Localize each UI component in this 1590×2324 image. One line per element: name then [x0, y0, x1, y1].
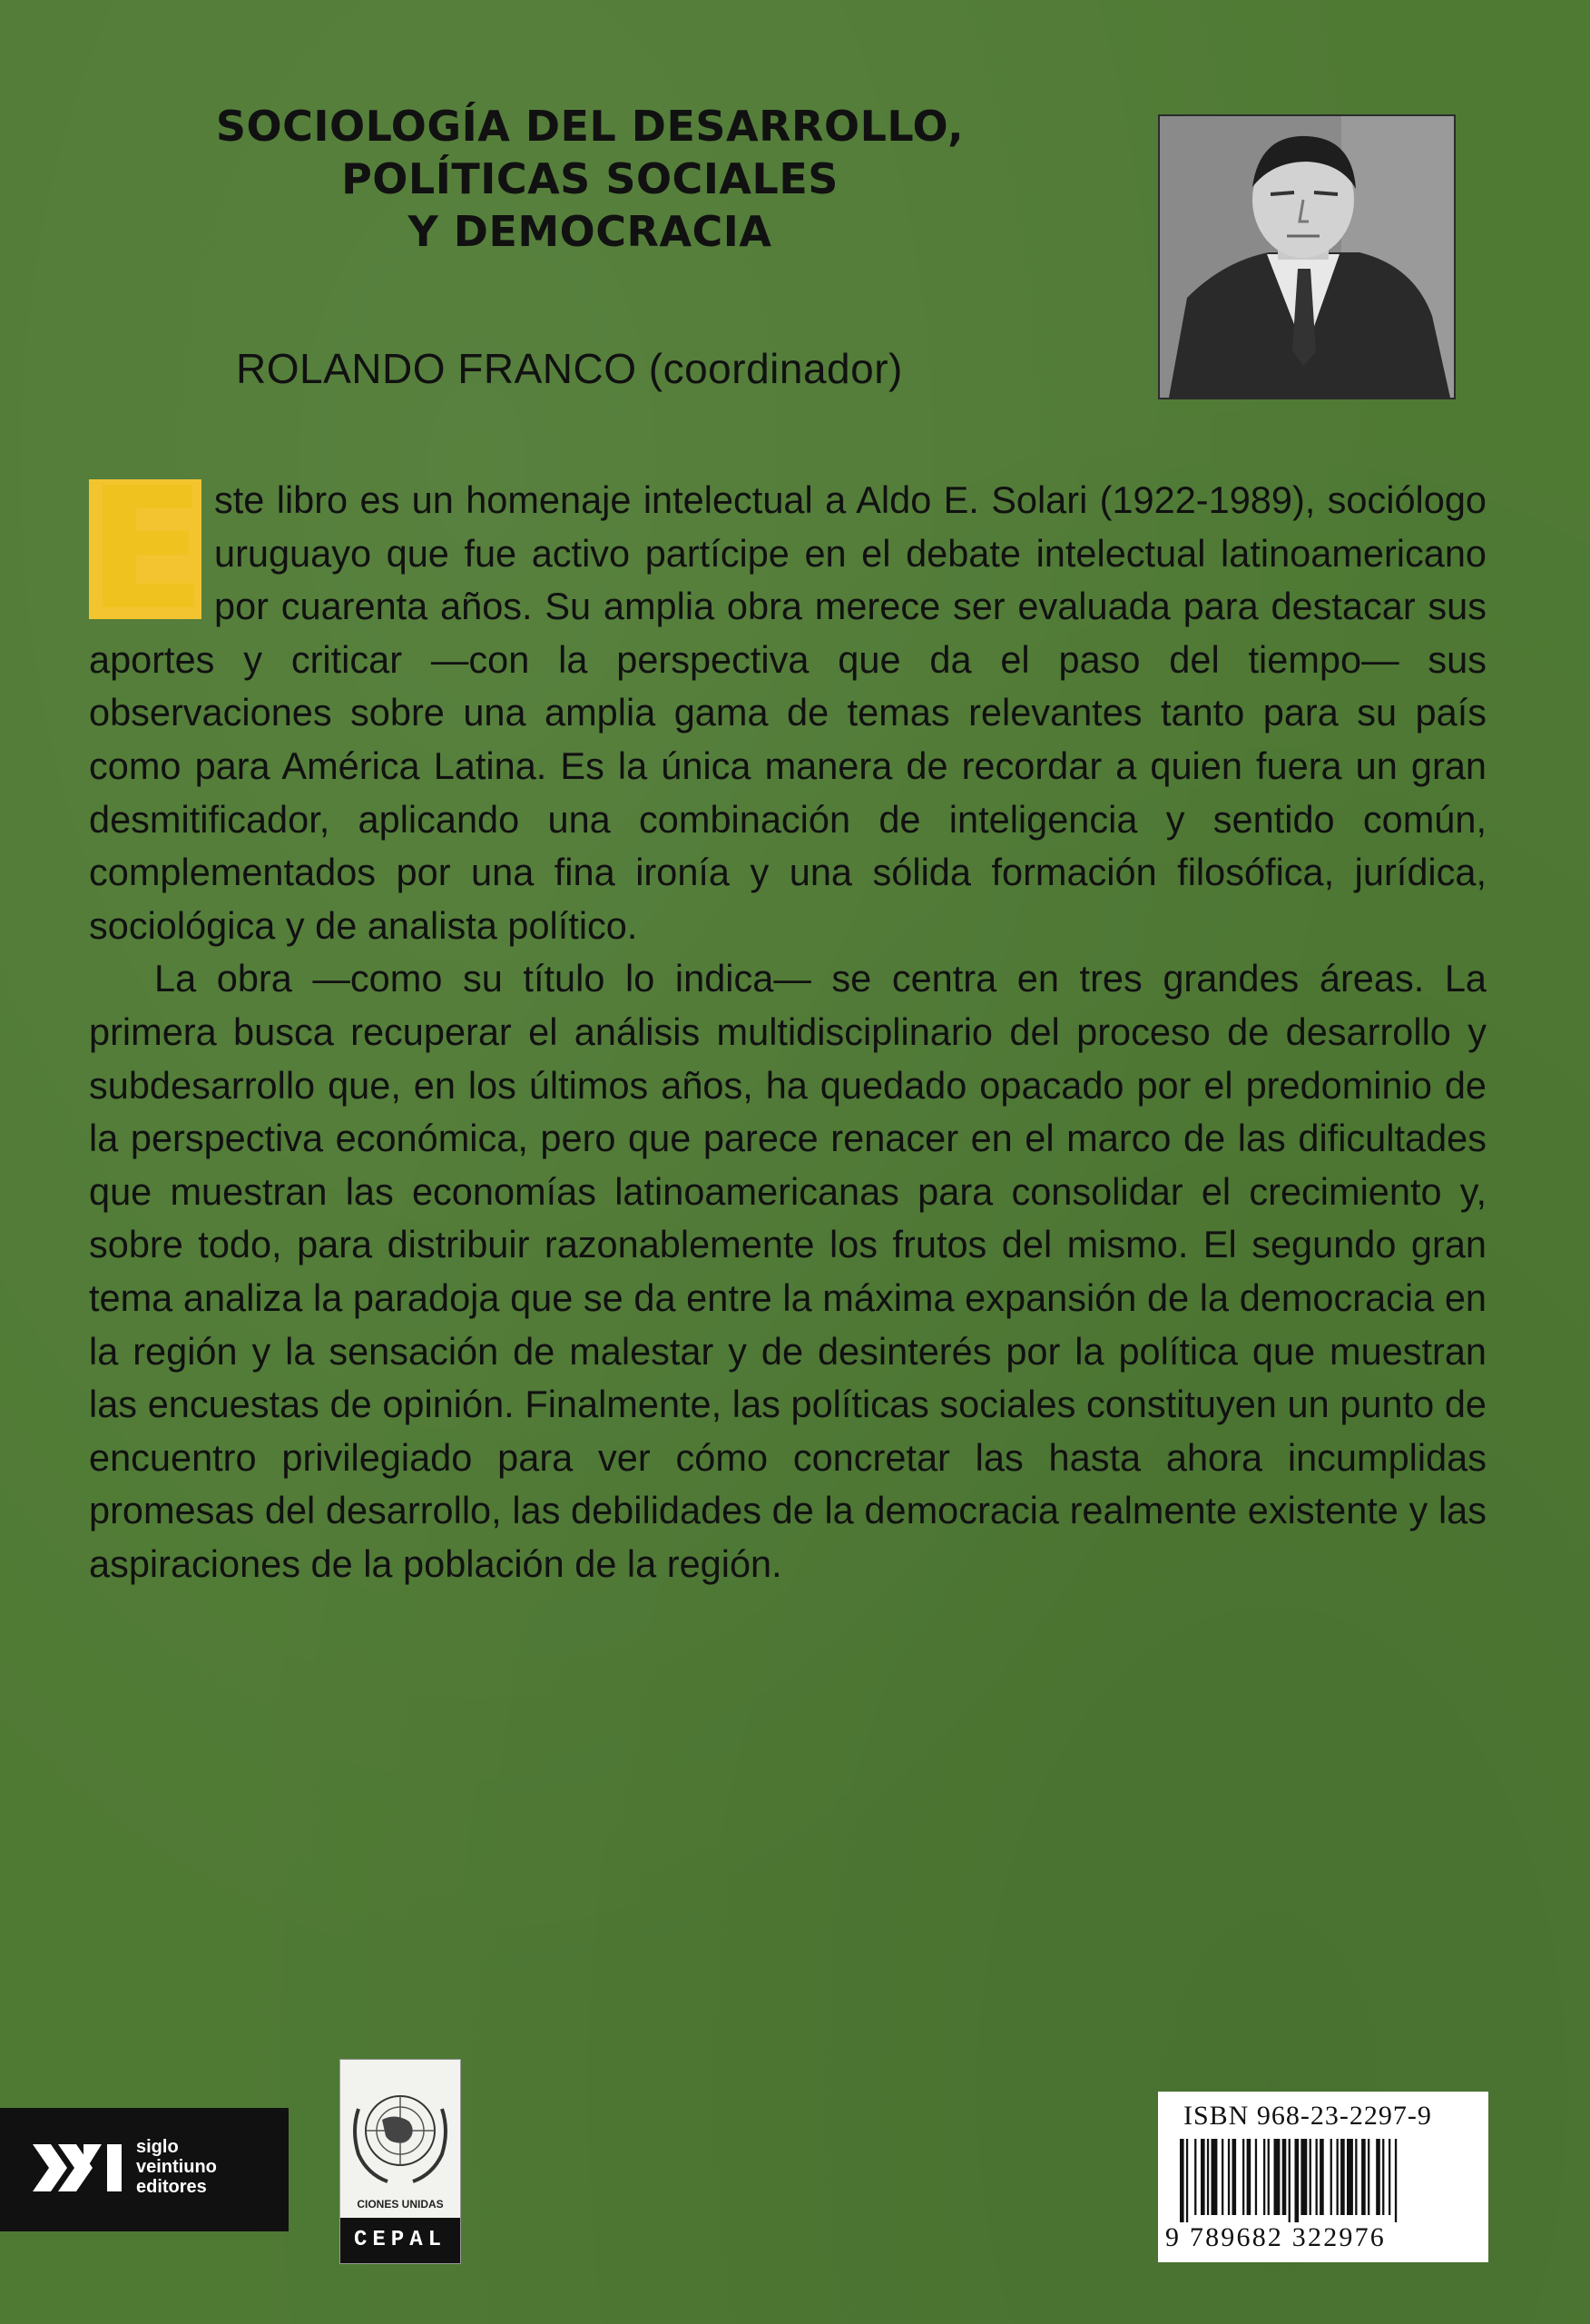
barcode-bar: [1316, 2139, 1318, 2215]
barcode-bar: [1295, 2139, 1300, 2222]
barcode-bar: [1232, 2139, 1237, 2215]
body-text: [85, 450, 1487, 1590]
barcode-bar: [1247, 2139, 1251, 2215]
barcode-bar: [1263, 2139, 1265, 2215]
publisher-name-line-1: siglo: [136, 2137, 179, 2157]
barcode-bar: [1337, 2139, 1339, 2215]
barcode-bar: [1382, 2139, 1384, 2215]
barcode-bar: [1347, 2139, 1353, 2215]
paragraph-2: La obra —como su título lo indica— se centra en tres grandes áreas. La primera busca recuperar el análisis multidisciplinario del proceso de desarrollo y subdesarrollo que, en los últimos años, ha quedado opacado por el predominio de la perspectiva económica, pero que parece renacer en el marco de las dificultades que muestran las economías latinoamericanas para consolidar el crecimiento y, sobre todo, para distribuir razonablemente los frutos del mismo. El segundo gran tema analiza la paradoja que se da entre la máxima expansión de la democracia en la región y la sensación de malestar y de desinterés por la política que muestran las encuestas de opinión. Finalmente, las políticas sociales constituyen un punto de encuentro privilegiado para ver cómo concretar las hasta ahora incumplidas promesas del desarrollo, las debilidades de la democracia realmente existente y las aspiraciones de la población de la región.: [89, 957, 1487, 1585]
barcode-bar: [1186, 2139, 1188, 2222]
isbn-barcode: [1158, 2092, 1488, 2262]
title-line-3: Y DEMOCRACIA: [407, 207, 772, 256]
barcode-bar: [1376, 2139, 1380, 2215]
barcode-bar: [1340, 2139, 1345, 2215]
dropcap-letter: E: [85, 450, 208, 647]
barcode-bar: [1330, 2139, 1332, 2215]
barcode-bar: [1282, 2139, 1287, 2215]
barcode-bar: [1300, 2139, 1307, 2215]
barcode-bar: [1212, 2139, 1218, 2215]
barcode-bar: [1222, 2139, 1223, 2215]
publisher-name-line-3: editores: [136, 2177, 207, 2197]
barcode-bar: [1194, 2139, 1196, 2215]
publisher-name: [136, 2137, 217, 2197]
barcode-bar: [1242, 2139, 1244, 2215]
barcode-bar: [1228, 2139, 1230, 2215]
paragraph-1-text: ste libro es un homenaje intelectual a Aldo E. Solari (1922-1989), sociólogo uruguayo que fue activo partícipe en el debate intelectual latinoamericano por cuarenta años. Su amplia obra merece ser evaluada para destacar sus aportes y criticar —con la perspectiva que da el paso del tiempo— sus observaciones sobre una amplia gama de temas relevantes tanto para su país como para América Latina. Es la única manera de recordar a quien fuera un gran desmitificador, aplicando una combinación de inteligencia y sentido común, complementados por una fina ironía y una sólida formación filosófica, jurídica, sociológica y de analista político.: [89, 478, 1487, 947]
barcode-bar: [1207, 2139, 1209, 2215]
dropcap: [85, 450, 208, 647]
barcode-bar: [1201, 2139, 1205, 2215]
barcode-bar: [1180, 2139, 1184, 2222]
barcode-bar: [1355, 2139, 1357, 2215]
siglo-xxi-icon: [31, 2137, 127, 2202]
barcode-bars: [1180, 2139, 1470, 2222]
author-name: ROLANDO FRANCO (coordinador): [236, 345, 903, 392]
author-photo: [1158, 114, 1456, 399]
paragraph-1: [85, 450, 1487, 952]
barcode-bar: [1255, 2139, 1257, 2215]
barcode-bar: [1368, 2139, 1369, 2215]
barcode-bar: [1389, 2139, 1390, 2215]
barcode-digits: 9 789682 322976: [1165, 2222, 1386, 2252]
isbn-text: ISBN 968-23-2297-9: [1183, 2101, 1432, 2131]
barcode-bar: [1289, 2139, 1291, 2222]
book-title: [136, 100, 1044, 258]
barcode-bar: [1395, 2139, 1397, 2222]
title-line-1: SOCIOLOGÍA DEL DESARROLLO,: [215, 102, 965, 151]
barcode-bar: [1320, 2139, 1324, 2215]
cepal-label: CEPAL: [340, 2218, 460, 2263]
publisher-name-line-2: veintiuno: [136, 2157, 217, 2177]
barcode-bar: [1268, 2139, 1270, 2215]
cepal-logo: [339, 2059, 461, 2264]
title-line-2: POLÍTICAS SOCIALES: [341, 154, 839, 203]
un-label: CIONES UNIDAS: [357, 2198, 444, 2211]
barcode-bar: [1310, 2139, 1311, 2215]
barcode-bar: [1361, 2139, 1366, 2215]
publisher-logo: [0, 2108, 289, 2231]
barcode-bar: [1274, 2139, 1281, 2215]
un-emblem-icon: [346, 2073, 455, 2192]
